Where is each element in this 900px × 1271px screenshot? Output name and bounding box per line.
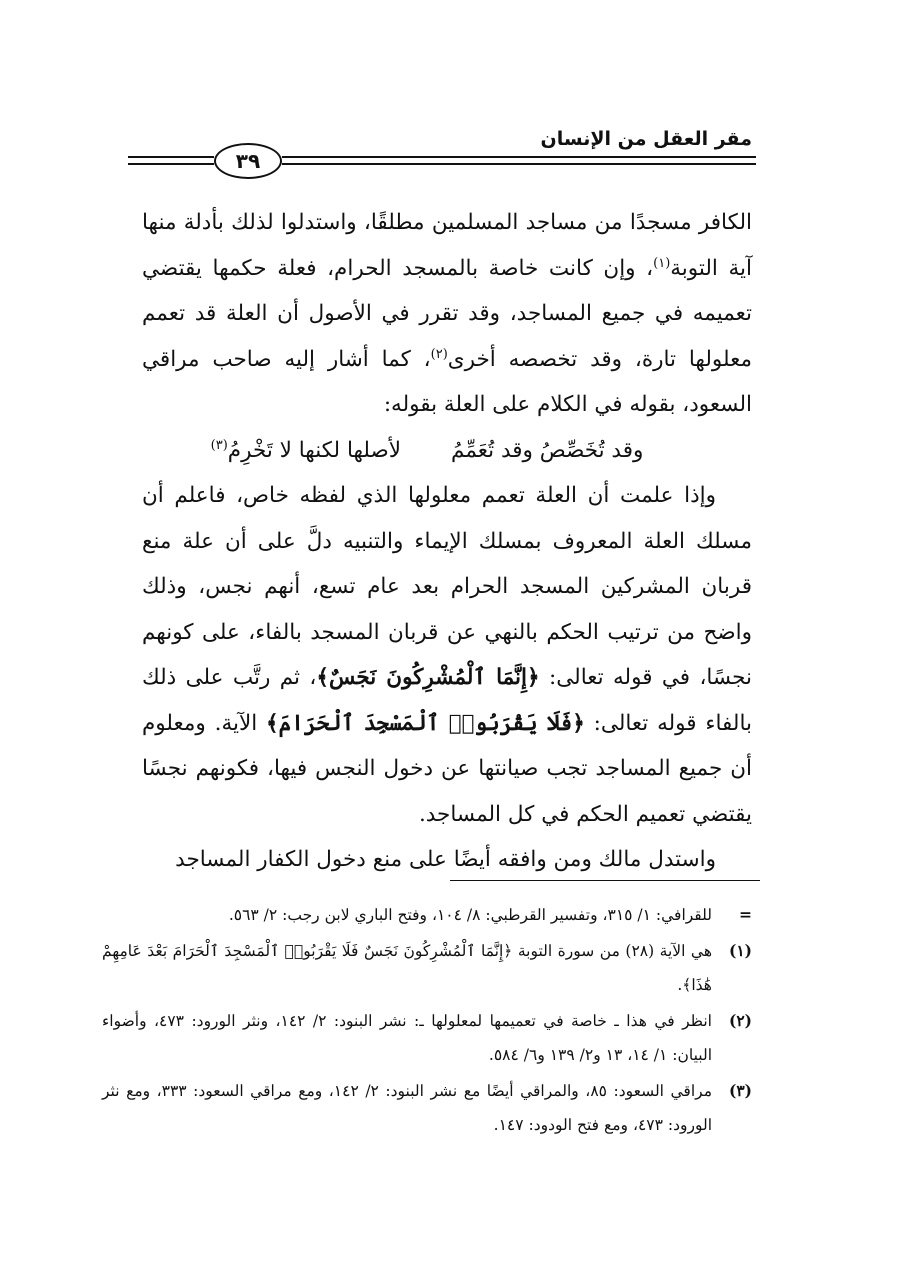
footnote-text: هي الآية (٢٨) من سورة التوبة ﴿إِنَّمَا ٱلْمُشْرِكُونَ نَجَسٌ فَلَا يَقْرَبُوا۟ ٱلْمَسْجِدَ ٱلْحَرَامَ بَعْدَ عَامِهِمْ هَٰذَا﴾. (102, 942, 713, 994)
paragraph-text: الآية. ومعلوم أن جميع المساجد تجب صيانتها عن دخول النجس فيها، فكونهم نجسًا يقتضي تعميم الحكم في كل المساجد. (142, 710, 752, 827)
footnote-mark: (٢) (728, 1011, 752, 1030)
footnote-ref-3: (٣) (210, 437, 228, 453)
paragraph-3: واستدل مالك ومن وافقه أيضًا على منع دخول الكفار المساجد (175, 847, 716, 872)
header-rule (282, 156, 756, 158)
verse-text: لأصلها لكنها لا تَخْرِمُ (227, 437, 402, 463)
footnote-ref-2: (٢) (430, 346, 448, 362)
page-number: ٣٩ (214, 143, 282, 179)
verse-hemistich-1: وقد تُخَصِّصُ وقد تُعَمِّمُ (451, 437, 644, 463)
poetry-verse (142, 428, 752, 474)
footnote (102, 1074, 752, 1142)
footnotes (102, 898, 752, 1144)
quran-quote: ﴿إِنَّمَا ٱلْمُشْرِكُونَ نَجَسٌ﴾ (316, 665, 540, 690)
header-rule (128, 163, 214, 165)
paragraph-2 (142, 473, 752, 837)
paragraph-text: وإذا علمت أن العلة تعمم معلولها الذي لفظه خاص، فاعلم أن مسلك العلة المعروف بمسلك الإيماء والتنبيه دلَّ على أن علة منع قربان المشركين المسجد الحرام بعد عام تسع، أنهم نجس، وذلك واضح من ترتيب الحكم بالنهي عن قربان المسجد بالفاء، على كونهم نجسًا، في قوله تعالى: (142, 483, 752, 690)
paragraph-text: ، كما أشار إليه صاحب مراقي السعود، بقوله في الكلام على العلة بقوله: (142, 346, 752, 417)
paragraph-text: الكافر مسجدًا من مساجد المسلمين مطلقًا، واستدلوا لذلك بأدلة منها آية التوبة (142, 210, 752, 281)
footnote (102, 934, 752, 1002)
paragraph-text: ، وإن كانت خاصة بالمسجد الحرام، فعلة حكمها يقتضي تعميمه في جميع المساجد، وقد تقرر في الأصول أن العلة قد تعمم معلولها تارة، وقد تخصصه أخرى (142, 255, 752, 372)
verse-hemistich-2 (211, 428, 401, 474)
paragraph-text: ، ثم رتَّب على ذلك بالفاء قوله تعالى: (142, 665, 753, 736)
running-header-title: مقر العقل من الإنسان (540, 128, 752, 150)
footnote-text: مراقي السعود: ٨٥، والمراقي أيضًا مع نشر البنود: ٢/ ١٤٢، ومع مراقي السعود: ٣٣٣، ومع نثر الورود: ٤٧٣، ومع فتح الودود: ١٤٧. (102, 1082, 712, 1134)
footnote-text: انظر في هذا ـ خاصة في تعميمها لمعلولها ـ: نشر البنود: ٢/ ١٤٢، ونثر الورود: ٤٧٣، وأضواء البيان: ١/ ١٤، ١٣ و٢/ ١٣٩ و٦/ ٥٨٤. (102, 1012, 712, 1064)
footnote-ref-1: (١) (653, 255, 671, 271)
footnote (102, 898, 752, 932)
header-rule (282, 163, 756, 165)
footnote (102, 1004, 752, 1072)
main-text (142, 200, 752, 883)
footnote-mark: = (739, 905, 752, 924)
footnote-mark: (١) (728, 941, 752, 960)
paragraph-1 (142, 200, 752, 428)
footnote-mark: (٣) (728, 1081, 752, 1100)
footnote-text: للقرافي: ١/ ٣١٥، وتفسير القرطبي: ٨/ ١٠٤، وفتح الباري لابن رجب: ٢/ ٥٦٣. (228, 906, 712, 924)
footnote-separator (450, 880, 760, 881)
quran-quote: ﴿فَلَا يَقْرَبُوا۟ ٱلْمَسْجِدَ ٱلْحَرَامَ﴾ (266, 710, 585, 736)
header-rule (128, 156, 214, 158)
